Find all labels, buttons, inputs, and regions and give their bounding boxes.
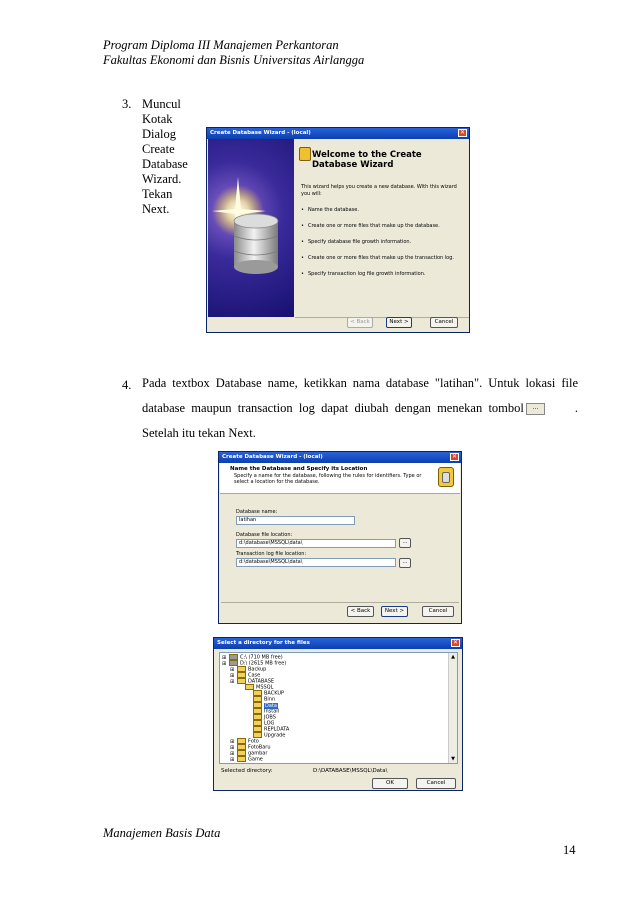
select-directory-dialog (213, 637, 463, 791)
step-4-line-1: Pada textbox Database name, ketikkan nama database "latihan". Untuk lokasi file (142, 376, 578, 390)
bullet-icon: • (301, 271, 304, 277)
tree-node-label: Foto (248, 738, 259, 745)
expand-toggle-icon[interactable]: ⊞ (230, 678, 235, 685)
header-line-2: Fakultas Ekonomi dan Bisnis Universitas Airlangga (103, 53, 365, 67)
tombol-browse-button: ... (526, 403, 545, 415)
selected-directory-value: D:\DATABASE\MSSQL\Data\ (313, 768, 388, 774)
database-file-location-label: Database file location: (236, 532, 293, 538)
bullet-icon: • (301, 255, 304, 261)
scroll-up-icon[interactable]: ▲ (451, 654, 455, 660)
create-database-wizard-name (218, 451, 462, 624)
tree-node-label: Game (248, 756, 263, 763)
directory-tree-list (222, 654, 289, 762)
step-4-line-3: Setelah itu tekan Next. (142, 426, 256, 440)
step-4-line-2 (142, 396, 578, 421)
expand-toggle-icon[interactable]: ⊞ (230, 744, 235, 751)
wizard2-divider (221, 602, 459, 603)
wizard1-bullet-text: Specify transaction log file growth information. (308, 271, 426, 277)
footer-text: Manajemen Basis Data (103, 826, 221, 840)
wizard-graphic-panel (208, 139, 294, 317)
ok-button[interactable]: OK (372, 778, 408, 789)
wizard2-section-title: Name the Database and Specify its Location (230, 466, 368, 472)
wizard1-titlebar (207, 128, 469, 139)
wizard1-heading-1: Welcome to the Create (312, 150, 422, 160)
tree-node-label: REPLDATA (264, 726, 290, 733)
header-line-1: Program Diploma III Manajemen Perkantoran (103, 38, 339, 52)
bullet-icon: • (301, 207, 304, 213)
cancel-button[interactable]: Cancel (430, 317, 458, 328)
selected-directory-label: Selected directory: (221, 768, 273, 774)
transaction-log-browse-button[interactable]: ... (399, 558, 411, 568)
back-button[interactable]: < Back (347, 606, 374, 617)
cancel-button[interactable]: Cancel (416, 778, 456, 789)
wizard1-bullet-item (301, 271, 465, 287)
step-4-number: 4. (122, 378, 132, 392)
tree-node-label: Upgrade (264, 732, 286, 739)
dirdialog-title: Select a directory for the files (217, 640, 310, 646)
wizard1-bullet-item (301, 255, 465, 271)
wizard1-bullet-text: Create one or more files that make up the database. (308, 223, 440, 229)
expand-toggle-icon[interactable]: ⊞ (222, 660, 227, 667)
tree-node-label: Data (265, 702, 277, 709)
tree-node[interactable] (222, 756, 289, 762)
next-button[interactable]: Next > (386, 317, 412, 328)
back-button[interactable]: < Back (347, 317, 373, 328)
tree-node-label: Binn (264, 696, 276, 703)
expand-toggle-icon[interactable]: ⊞ (230, 666, 235, 673)
cancel-button[interactable]: Cancel (422, 606, 454, 617)
step-3-text: Muncul Kotak Dialog Create Database Wizard. Tekan Next. (142, 97, 188, 216)
tree-node-label: LOG (264, 720, 275, 727)
wizard2-titlebar (219, 452, 461, 463)
transaction-log-location-label: Transaction log file location: (236, 551, 307, 557)
bullet-icon: • (301, 239, 304, 245)
close-button[interactable]: ✕ (451, 453, 458, 460)
database-file-location-input[interactable]: d:\database\MSSQL\data\ (236, 539, 396, 548)
wizard1-bullet-item (301, 207, 465, 223)
wizard1-bullet-text: Name the database. (308, 207, 359, 213)
expand-toggle-icon[interactable]: ⊞ (230, 738, 235, 745)
wizard1-bullet-list (301, 207, 465, 287)
tree-node-label: C:\ (710 MB free) (240, 654, 283, 661)
step-4-line-2a: database maupun transaction log dapat diubah dengan menekan tombol (142, 401, 524, 415)
wizard1-bullet-item (301, 223, 465, 239)
wizard1-bullet-text: Specify database file growth information. (308, 239, 412, 245)
page-number: 14 (563, 843, 576, 857)
wizard1-intro: This wizard helps you create a new database. With this wizard you will: (301, 184, 457, 197)
close-button[interactable]: ✕ (459, 129, 466, 136)
wizard1-title: Create Database Wizard - (local) (210, 130, 311, 136)
tree-scrollbar[interactable] (448, 653, 457, 763)
step-4-paragraph (142, 371, 578, 446)
wizard1-bullet-item (301, 239, 465, 255)
expand-toggle-icon[interactable]: ⊞ (230, 750, 235, 757)
step-4-line-2b: . (574, 401, 578, 415)
database-name-input[interactable]: latihan (236, 516, 355, 525)
tree-node-label: Install (264, 708, 280, 715)
tree-node-label: MSSQL (256, 684, 274, 691)
expand-toggle-icon[interactable]: ⊞ (230, 672, 235, 679)
tree-node-label: DATABASE (248, 678, 275, 685)
scroll-down-icon[interactable]: ▼ (451, 756, 455, 762)
tree-node-label: Case (248, 672, 261, 679)
close-button[interactable]: ✕ (452, 639, 459, 646)
tree-node-label: D:\ (2615 MB free) (240, 660, 287, 667)
tree-node-label: FotoBaru (248, 744, 271, 751)
wizard2-section-desc: Specify a name for the database, following the rules for identifiers. Type or select a location for the database. (234, 473, 422, 485)
database-icon (438, 467, 454, 487)
step-3-number: 3. (122, 97, 132, 111)
directory-tree[interactable] (219, 652, 458, 764)
database-name-label: Database name: (236, 509, 278, 515)
expand-toggle-icon[interactable]: ⊞ (230, 756, 235, 763)
database-cylinder-icon (208, 139, 294, 317)
transaction-log-location-input[interactable]: d:\database\MSSQL\data\ (236, 558, 396, 567)
dirdialog-titlebar (214, 638, 462, 649)
bullet-icon: • (301, 223, 304, 229)
tree-node-label: JOBS (264, 714, 276, 721)
tree-node-label: BACKUP (264, 690, 285, 697)
database-file-browse-button[interactable]: ... (399, 538, 411, 548)
wizard2-header-panel (220, 463, 460, 494)
wizard1-bullet-text: Create one or more files that make up the transaction log. (308, 255, 454, 261)
wizard1-heading-2: Database Wizard (312, 160, 394, 170)
tree-node-label: Backup (248, 666, 267, 673)
expand-toggle-icon[interactable]: ⊞ (222, 654, 227, 661)
folder-icon (237, 756, 246, 762)
wizard2-title: Create Database Wizard - (local) (222, 454, 323, 460)
next-button[interactable]: Next > (381, 606, 408, 617)
create-database-wizard-welcome (206, 127, 470, 333)
tree-node-label: gambar (248, 750, 268, 757)
